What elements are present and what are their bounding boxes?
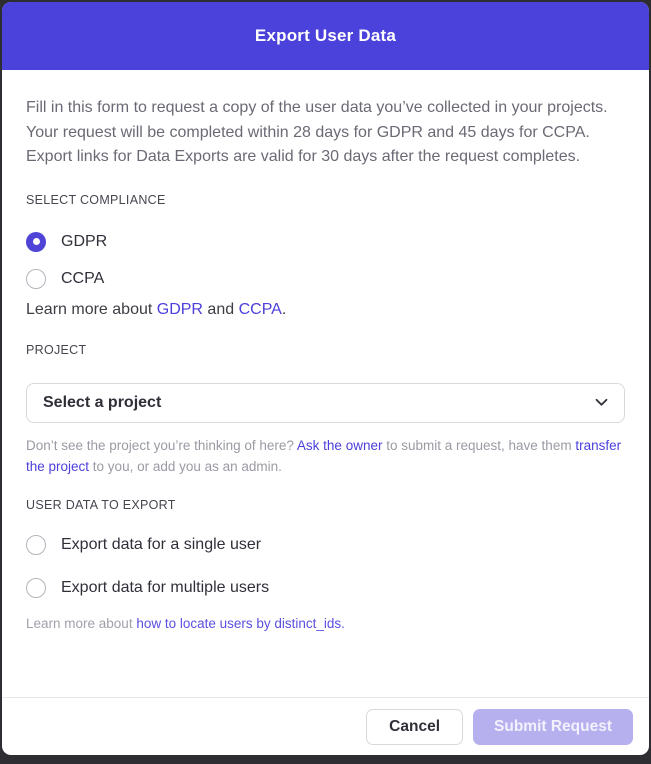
dialog-body xyxy=(2,70,649,697)
compliance-radio-group xyxy=(26,230,625,291)
export-user-data-dialog xyxy=(2,2,649,755)
radio-option-multiple-users[interactable] xyxy=(26,576,625,600)
compliance-learn-more xyxy=(26,299,625,321)
ask-the-owner-link[interactable]: Ask the owner xyxy=(296,437,383,453)
radio-multiple-users-label: Export data for multiple users xyxy=(61,578,270,596)
radio-option-single-user[interactable] xyxy=(26,533,625,557)
radio-ccpa-label: CCPA xyxy=(61,269,105,287)
radio-single-user-label: Export data for a single user xyxy=(61,535,262,553)
help-part1: Don’t see the project you’re thinking of here? xyxy=(26,437,297,453)
learn-more-suffix: . xyxy=(281,300,287,318)
help-part3: to you, or add you as an admin. xyxy=(89,459,282,474)
radio-ccpa-unselected-icon[interactable] xyxy=(26,269,46,289)
radio-gdpr-label: GDPR xyxy=(61,232,108,250)
userdata-section-label: USER DATA TO EXPORT xyxy=(26,497,176,512)
gdpr-link[interactable]: GDPR xyxy=(156,300,203,318)
chevron-down-icon xyxy=(595,398,608,407)
radio-single-user-unselected-icon[interactable] xyxy=(26,535,46,555)
submit-request-button[interactable]: Submit Request xyxy=(473,709,633,745)
distinct-ids-link[interactable]: how to locate users by distinct_ids. xyxy=(136,615,345,631)
userdata-radio-group xyxy=(26,533,625,600)
dialog-header xyxy=(2,2,649,70)
radio-multiple-users-unselected-icon[interactable] xyxy=(26,578,46,598)
userdata-learn-more-prefix: Learn more about xyxy=(26,615,137,631)
project-select-value: Select a project xyxy=(43,393,162,411)
dialog-footer xyxy=(2,697,649,755)
transfer-the-project-link[interactable]: transfer the project xyxy=(26,437,622,474)
compliance-section-label: SELECT COMPLIANCE xyxy=(26,192,166,207)
intro-text: Fill in this form to request a copy of the user data you’ve collected in your projects. Your request will be completed within 28 days for GDPR and 45 days for CCPA. Export links for Data Exports are valid for 30 days after the request completes. xyxy=(26,99,608,165)
ccpa-link[interactable]: CCPA xyxy=(238,300,282,318)
radio-gdpr-selected-icon[interactable] xyxy=(26,232,46,252)
userdata-learn-more xyxy=(26,613,625,634)
cancel-button[interactable]: Cancel xyxy=(366,709,463,745)
project-select[interactable] xyxy=(26,383,625,423)
project-section-label: PROJECT xyxy=(26,342,87,357)
dialog-title: Export User Data xyxy=(254,26,397,45)
learn-more-middle: and xyxy=(202,300,239,318)
radio-option-gdpr[interactable] xyxy=(26,230,625,254)
help-part2: to submit a request, have them xyxy=(382,437,576,453)
radio-option-ccpa[interactable] xyxy=(26,267,625,291)
learn-more-prefix: Learn more about xyxy=(26,300,157,318)
project-help-text xyxy=(26,435,625,478)
